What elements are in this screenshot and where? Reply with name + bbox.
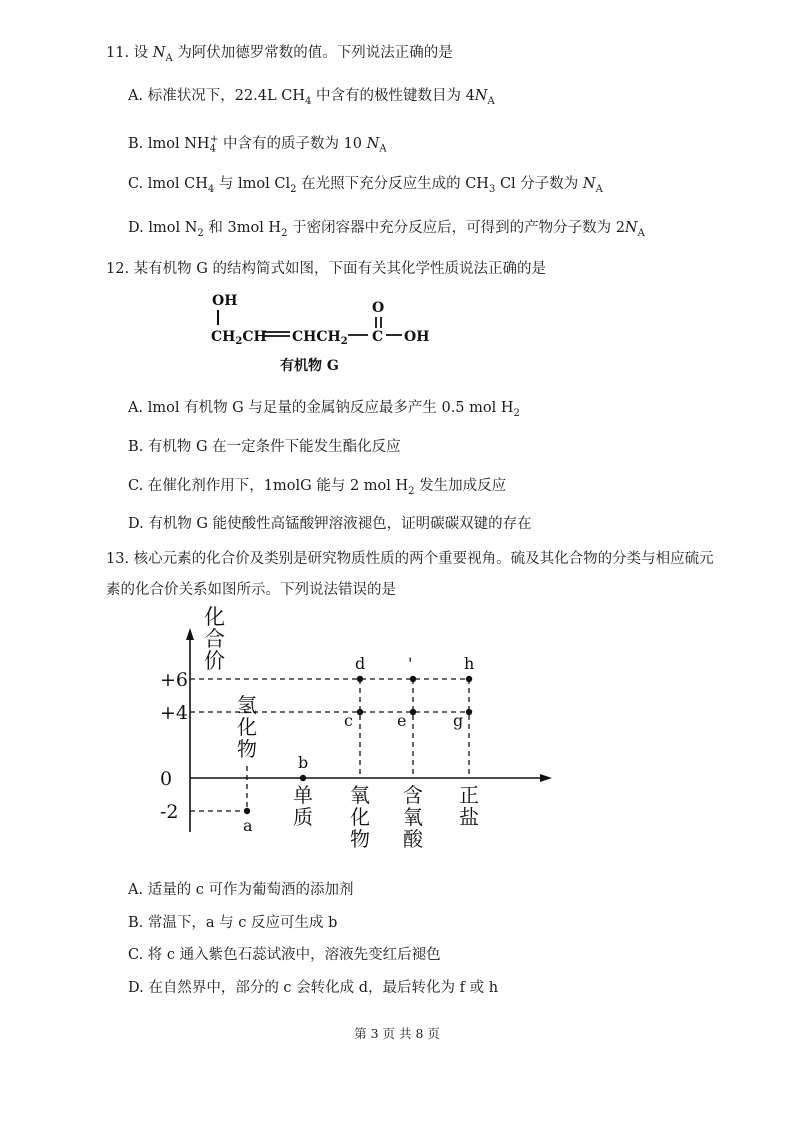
category-label-char: 氧	[403, 805, 423, 829]
na-subscript: A	[595, 183, 603, 195]
y-tick-label: +4	[160, 702, 189, 724]
option-text: lmol N	[148, 220, 198, 236]
option-text: 发生加成反应	[414, 478, 507, 494]
q11-option-b	[128, 130, 387, 160]
data-point-e	[410, 709, 416, 715]
option-text: 有机物 G 能使酸性高锰酸钾溶液褪色，证明碳碳双键的存在	[148, 516, 532, 532]
q11-number: 11.	[106, 45, 130, 61]
category-label-char: 盐	[459, 805, 479, 829]
option-text: 和 3mol H	[208, 220, 282, 236]
option-text: 适量的 c 可作为葡萄酒的添加剂	[147, 882, 354, 898]
carbon-carboxyl: C	[372, 329, 384, 345]
option-label: D.	[128, 220, 144, 236]
q11-stem-text-b: 为阿伏加德罗常数的值。下列说法正确的是	[177, 45, 453, 61]
superscript: +	[209, 134, 219, 145]
subscript: 4	[207, 183, 215, 195]
option-text: 常温下，a 与 c 反应可生成 b	[147, 915, 338, 931]
data-point-a	[244, 808, 250, 814]
subscript: 2	[408, 485, 415, 497]
option-text: Cl 分子数为	[499, 176, 579, 192]
q11-option-c	[128, 174, 603, 200]
x-axis-arrow	[540, 774, 552, 782]
na-subscript: A	[487, 95, 495, 107]
y-axis-arrow	[186, 628, 194, 640]
category-label-char: 化	[350, 805, 370, 829]
q13-option-b	[128, 913, 337, 933]
q12-option-d	[128, 514, 532, 534]
data-point-g	[466, 709, 472, 715]
q13-option-c	[128, 945, 441, 965]
category-label-char: 化	[237, 715, 257, 739]
na-symbol: N	[474, 88, 488, 104]
option-text: 在自然界中，部分的 c 会转化成 d，最后转化为 f 或 h	[148, 980, 499, 996]
category-label-char: 质	[293, 805, 313, 829]
na-symbol: N	[582, 176, 596, 192]
option-text: 2	[615, 220, 625, 236]
structure-caption: 有机物 G	[280, 358, 339, 374]
option-text: lmol NH	[147, 135, 210, 152]
option-text: 在催化剂作用下，1molG 能与 2 mol H	[147, 478, 409, 494]
subscript: 4	[209, 143, 216, 155]
option-text: 在光照下充分反应生成的 CH	[301, 176, 489, 192]
data-point-h	[466, 676, 472, 682]
point-label: a	[243, 816, 253, 835]
option-label: D.	[128, 516, 144, 532]
category-label-char: 正	[459, 783, 479, 807]
group-chch2: $CHCH_2$	[292, 329, 348, 347]
sulfur-valence-chart	[0, 600, 794, 870]
option-label: C.	[128, 176, 144, 192]
category-label-char: 含	[403, 783, 423, 807]
group-ch2-first: $CH_2CH$	[211, 329, 267, 347]
option-label: D.	[128, 980, 144, 996]
na-symbol: N	[366, 135, 380, 152]
q13-stem-line2: 素的化合价关系如图所示。下列说法错误的是	[106, 582, 396, 598]
category-label-char: 物	[350, 827, 370, 851]
data-point-f	[410, 676, 416, 682]
option-label: A.	[128, 882, 144, 898]
y-tick-label: +6	[160, 669, 189, 691]
y-axis-title-char: 化	[204, 605, 225, 629]
y-tick-label: 0	[160, 768, 173, 790]
option-label: C.	[128, 478, 144, 494]
na-symbol: N	[624, 220, 638, 236]
structure-formula-g	[0, 285, 794, 385]
option-text: 中含有的极性键数目为	[315, 88, 461, 104]
point-label: e	[397, 711, 407, 730]
carbonyl-oxygen: O	[372, 300, 385, 316]
q11-option-a	[128, 86, 495, 112]
q11-option-d	[128, 218, 645, 244]
data-point-c	[357, 709, 363, 715]
q12-option-b	[128, 437, 401, 457]
q11-stem-text-a: 设	[133, 45, 149, 61]
subscript: 4	[304, 95, 312, 107]
q12-option-a	[128, 398, 520, 424]
category-label-char: 氧	[350, 783, 370, 807]
q13-option-d	[128, 978, 498, 998]
y-axis-title-char: 价	[204, 649, 225, 673]
category-label-char: 酸	[403, 827, 423, 851]
point-label: h	[464, 654, 475, 673]
na-subscript: A	[165, 52, 173, 64]
option-label: B.	[128, 135, 144, 152]
category-label-char: 单	[293, 783, 313, 807]
subscript: 2	[290, 183, 297, 195]
q12-stem: 12. 某有机物 G 的结构简式如图，下面有关其化学性质说法正确的是	[106, 261, 546, 277]
option-text: 标准状况下，22.4L CH	[147, 88, 305, 104]
data-point-b	[300, 775, 306, 781]
q13-stem-line1: 13. 核心元素的化合价及类别是研究物质性质的两个重要视角。硫及其化合物的分类与相应硫元	[106, 551, 714, 567]
na-subscript: A	[379, 143, 387, 155]
option-text: 4	[465, 88, 475, 104]
hydroxyl-right: OH	[404, 329, 430, 345]
option-label: B.	[128, 915, 144, 931]
point-label: g	[453, 711, 464, 730]
point-label: b	[298, 753, 309, 772]
subscript: 3	[488, 183, 496, 195]
y-axis-title-char: 合	[204, 627, 225, 651]
option-text: lmol 有机物 G 与足量的金属钠反应最多产生 0.5 mol H	[147, 400, 514, 416]
q12-option-c	[128, 476, 506, 502]
option-text: 与 lmol Cl	[218, 176, 291, 192]
option-label: B.	[128, 439, 144, 455]
option-label: A.	[128, 400, 144, 416]
data-point-d	[357, 676, 363, 682]
option-label: C.	[128, 947, 144, 963]
na-symbol: N	[152, 45, 166, 61]
option-text: 将 c 通入紫色石蕊试液中，溶液先变红后褪色	[147, 947, 441, 963]
subscript: 2	[197, 227, 204, 239]
option-label: A.	[128, 88, 144, 104]
hydroxyl-top: OH	[212, 293, 238, 309]
q13-option-a	[128, 880, 354, 900]
y-tick-label: -2	[160, 801, 179, 823]
na-subscript: A	[637, 227, 645, 239]
subscript: 2	[513, 407, 520, 419]
q11-stem	[106, 43, 453, 69]
point-label: c	[344, 711, 353, 730]
page-footer: 第 3 页 共 8 页	[354, 1026, 440, 1041]
category-label-char: 物	[237, 737, 257, 761]
option-text: 10	[343, 135, 363, 152]
option-text: 中含有的质子数为	[222, 135, 339, 152]
point-label: '	[408, 654, 413, 673]
subscript: 2	[281, 227, 288, 239]
category-label-char: 氢	[237, 693, 257, 717]
option-text: 有机物 G 在一定条件下能发生酯化反应	[147, 439, 401, 455]
option-text: lmol CH	[147, 176, 208, 192]
point-label: d	[355, 654, 366, 673]
option-text: 于密闭容器中充分反应后，可得到的产物分子数为	[292, 220, 612, 236]
